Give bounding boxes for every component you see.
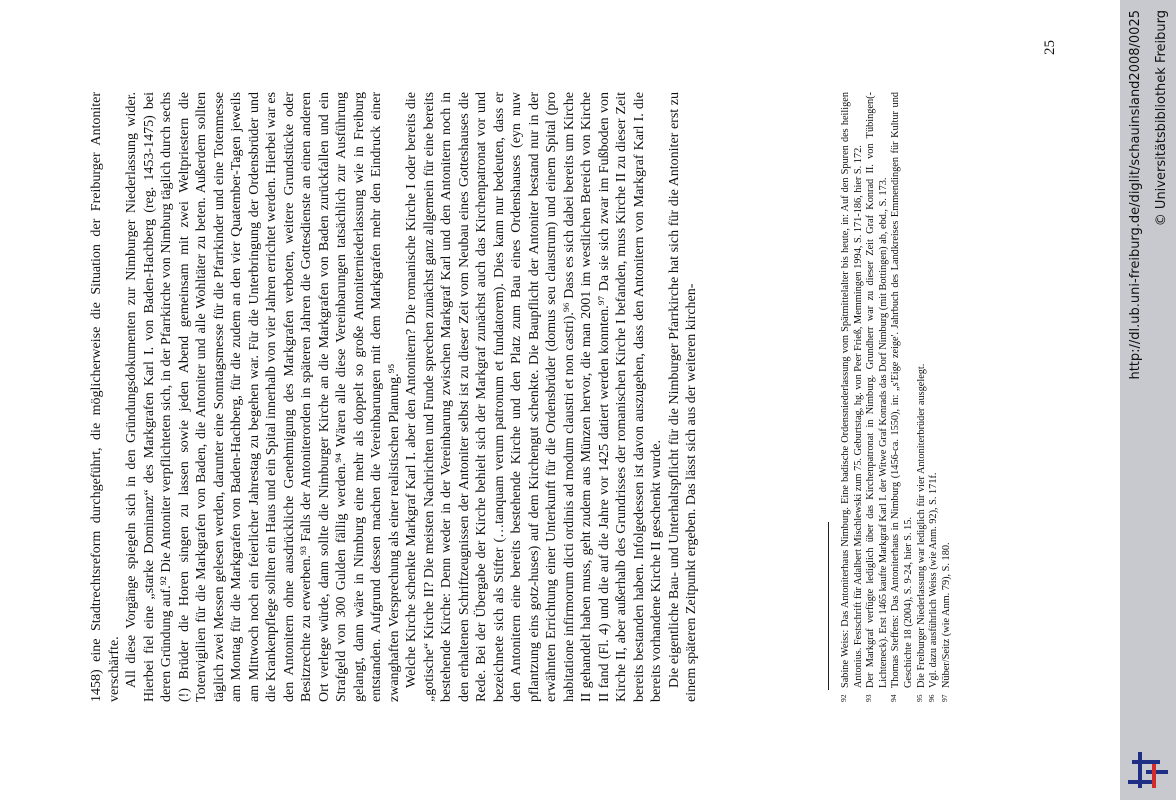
footnote-number: 95 bbox=[914, 694, 924, 702]
viewer-sidebar bbox=[1120, 0, 1176, 800]
footnote bbox=[941, 92, 954, 702]
paragraph: 1458) eine Stadtrechtsreform durchgeführt, die möglicherweise die Situation der Freiburger Antoniter verschärfte. bbox=[89, 92, 122, 702]
footnote-number: 97 bbox=[939, 694, 949, 702]
paragraph: Die eigentliche Bau- und Unterhaltspflicht für die Nimburger Pfarrkirche hat sich für die Antoniter erst zu einem späteren Zeitpunkt ergeben. Das lässt sich aus der weiteren kirchen- bbox=[666, 92, 699, 702]
paragraph: Welche Kirche schenkte Markgraf Karl I. aber den Antonitern? Die romanische Kirche I oder bereits die „gotische“ Kirche II? Die meisten Nachrichten und Funde sprechen zunächst ganz allgemein für eine bereits bestehende Kirche: Denn weder in der Vereinbarung zwischen Markgraf Karl und den Antonitern noch in den erhaltenen Schriftzeugnissen der Antoniter selbst ist zu dieser Zeit vom Neubau eines Gotteshauses die Rede. Bei der Übergabe der Kirche behielt sich der Markgraf zunächst auch das Kirchenpatronat vor und bezeichnete sich als Stifter (…tanquam verum patronum et fundatorem). Dies kann nur bedeuten, dass er den Antonitern eine bereits bestehende Kirche und den Platz zum Bau eines Ordenshauses (eyn nuw pflantzung eins gotz-huses) auf dem Kirchengut schenkte. Die Baupflicht der Antoniter bestand nur in der erwähnten Errichtung einer Unterkunft für die Ordensbrüder (domus seu claustrum) und einem Spital (pro habitatione infirmorum dicti ordinis ad modum claustri et non castri).⁹⁶ Dass es sich dabei bereits um Kirche II gehandelt haben muss, geht zudem aus Münzen hervor, die man 2001 im westlichen Bereich von Kirche II fand (Fl. 4) und die auf die Jahre vor 1425 datiert werden konnten.⁹⁷ Da sie sich zwar im Fußboden von Kirche II, aber außerhalb des Grundrisses der romanischen Kirche I befanden, muss Kirche II zu dieser Zeit bereits bestanden haben. Infolgedessen ist davon auszugehen, dass den Antonitern von Markgraf Karl I. die bereits vorhandene Kirche II geschenkt wurde. bbox=[404, 92, 664, 702]
footnote-text: Sabine Weiss: Das Antoniterhaus Nimburg. Eine badische Ordensniederlassung vom Spätmittelalter bis heute, in: Auf den Spuren des heiligen Antonius. Festschrift für Adalbert Mischlewski zum 75. Geburtstag, hg. von Peer Frieß, Memmingen 1994, S. 171-186, hier S. 172. bbox=[840, 92, 864, 688]
footnote bbox=[916, 92, 929, 702]
footnote-number: 92 bbox=[839, 694, 848, 702]
footnote-number: 94 bbox=[889, 694, 899, 702]
ub-freiburg-logo-icon bbox=[1128, 752, 1168, 788]
footnote-text: Vgl. dazu ausführlich Weiss (wie Anm. 92), S. 171f. bbox=[928, 472, 940, 688]
footnote-text: Der Markgraf verfügte lediglich über das Kirchenpatronat in Nimburg. Grundherr war zu dieser Zeit Graf Konrad II. von Tübingen(-Lichteneck). Erst 1465 kaufte Markgraf Karl I. der Witwe Graf Konrads das Dorf Nimburg (mit Bottingen) ab, ebd., S. 173. bbox=[865, 92, 889, 688]
footnote-rule bbox=[828, 522, 829, 690]
footnotes bbox=[840, 92, 953, 702]
permalink-url[interactable]: http://dl.ub.uni-freiburg.de/diglit/schauinsland2008/0025 bbox=[1128, 10, 1143, 380]
footnote-number: 93 bbox=[864, 694, 874, 702]
footnote bbox=[865, 92, 890, 702]
footnote-text: Thomas Steffens: Das Antoniterhaus in Nimburg (1456-ca. 1550), in: „s'Eige zeige'. Jahrbuch des Landkreises Emmendingen für Kultur und Geschichte 18 (2004), S. 9-24, hier S. 15. bbox=[890, 92, 914, 688]
footnote-number: 96 bbox=[927, 694, 937, 702]
footnote-text: Die Freiburger Niederlassung war lediglich für vier Antoniterbrüder ausgelegt. bbox=[915, 363, 927, 688]
footnote bbox=[890, 92, 915, 702]
sidebar-rotated bbox=[1120, 0, 1176, 800]
paragraph: All diese Vorgänge spiegeln sich in den Gründungsdokumenten zur Nimburger Niederlassung wider. Hierbei fiel eine „starke Dominanz“ des Markgrafen Karl I. von Baden-Hachberg (reg. 1453-1475) bei deren Gründung auf.⁹² Die Antoniter verpflichteten sich, in der Pfarrkirche von Nimburg täglich durch sechs (!) Brüder die Horen singen zu lassen sowie jeden Abend gemeinsam mit zwei Weltpriestern die Totenvigilien für die Markgrafen von Baden, die Antoniter und alle Wohltäter zu beten. Außerdem sollten täglich zwei Messen gelesen werden, darunter eine Sonntagsmesse für die Pfarrkinder und eine Totenmesse am Montag für die Markgrafen von Baden-Hachberg, für die zudem an den vier Quatember-Tagen jeweils am Mittwoch noch ein feierlicher Jahrestag zu begehen war. Für die Unterbringung der Ordensbrüder und die Krankenpflege sollten ein Haus und ein Spital innerhalb von vier Jahren errichtet werden. Hierbei war es den Antonitern ohne ausdrückliche Genehmigung des Markgrafen verboten, weitere Grundstücke oder Besitzrechte zu erwerben.⁹³ Falls der Antoniterorden in späteren Jahren die Gottesdienste an einen anderen Ort verlege würde, dann sollte die Nimburger Kirche an die Markgrafen von Baden zurückfallen und ein Strafgeld von 300 Gulden fällig werden.⁹⁴ Wären alle diese Vereinbarungen tatsächlich zur Ausführung gelangt, dann wäre in Nimburg eine mehr als doppelt so große Antoniterniederlassung wie in Freiburg entstanden. Aufgrund dessen machen die Vereinbarungen mit dem Markgrafen mehr den Eindruck einer zwanghaften Versprechung als einer realistischen Planung.⁹⁵ bbox=[124, 92, 402, 702]
footnote bbox=[840, 92, 865, 702]
footnote-text: Nüber/Seitz (wie Anm. 79), S. 180. bbox=[940, 542, 952, 688]
copyright-notice: © Universitätsbibliothek Freiburg bbox=[1154, 10, 1169, 227]
page-number: 25 bbox=[1042, 40, 1058, 55]
footnote bbox=[928, 92, 941, 702]
body-text bbox=[88, 92, 701, 702]
